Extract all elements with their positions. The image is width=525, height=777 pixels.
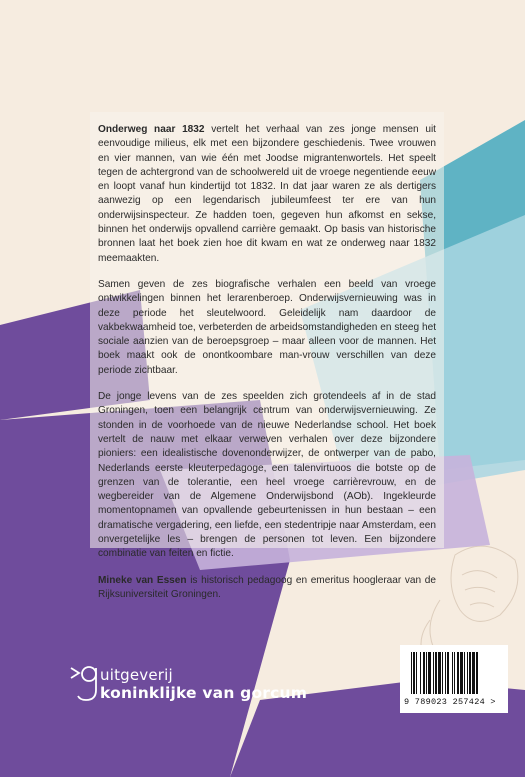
barcode-bar: [416, 652, 417, 694]
blurb-paragraph-3: De jonge levens van de zes speelden zich grotendeels af in de stad Groningen, toen een belangrijk centrum van onderwijsvernieuwing. Ze stonden in de voorhoede van de nieuwe Nederlandse school. Het boek vertelt de nauw met elkaar verweven verhalen over deze bijzondere pioniers: een idealistische dovenonderwijzer, de ontwerper van de pabo, Nederlands eerste kleuterpedagoge, een talenvirtuoos die botste op de grenzen van de tolerantie, een heel vroege carrièrevrouw, en de wegbereider van de Algemene Onderwijsbond (AOb). Ingekleurde momentopnamen van opvallende gebeurtenissen in hun bestaan – een dramatische vergadering, een liefde, een stedentripje naar Amsterdam, een onvergetelijke les – brengen de personen tot leven. Een bijzondere combinatie van feiten en fictie.: [98, 391, 436, 560]
barcode-bar: [467, 652, 468, 694]
barcode-bar: [472, 652, 475, 694]
blurb-paragraph-2: Samen geven de zes biografische verhalen een beeld van vroege ontwikkelingen binnen het lerarenberoep. Onderwijsvernieuwing was in deze periode het sleutelwoord. Geleidelijk nam daardoor de vakbekwaamheid toe, verbeterden de arbeidsomstandigheden en steeg het sociale aanzien van de beroepsgroep – maar alleen voor de mannen. Het boek maakt ook de onontkoombare man-vrouw verschillen van deze periode zichtbaar.: [98, 278, 436, 376]
barcode-bar: [426, 652, 427, 694]
barcode-bar: [454, 652, 455, 694]
barcode-bar: [464, 652, 465, 694]
barcode-bar: [447, 652, 449, 694]
barcode-bar: [469, 652, 471, 694]
barcode-bar: [442, 652, 443, 694]
barcode-bar: [438, 652, 441, 694]
isbn-number: 9 789023 257424: [404, 697, 486, 707]
barcode-bar: [457, 652, 459, 694]
isbn-barcode: [400, 645, 508, 713]
author-bio: [98, 574, 436, 603]
blurb-paragraph-1-text: vertelt het verhaal van zes jonge mensen uit eenvoudige milieus, elk met een bijzondere geschiedenis. Twee vrouwen en vier mannen, van wie één met Joodse migrantenwortels. Het speelt tegen de achtergrond van de schoolwereld uit de vroege negentiende eeuw en loopt vanaf hun kindertijd tot 1832. In dat jaar waren ze als dertigers aanwezig op een legendarisch jubileumfeest ter ere van hun onderwijsinspecteur. Ze hadden toen, gegeven hun afkomst en sekse, binnen het onderwijs opvallend carrière gemaakt. Op basis van historische bronnen laat het boek zien hoe dit kwam en wat ze onderweg naar 1832 meemaakten.: [98, 124, 436, 264]
barcode-bar: [411, 652, 412, 694]
book-title: Onderweg naar 1832: [98, 124, 205, 135]
author-name: Mineke van Essen: [98, 574, 187, 586]
publisher-name-line1: uitgeverij: [100, 666, 173, 684]
publisher-mark-icon: [70, 660, 100, 704]
barcode-bar: [433, 652, 434, 694]
barcode-bar: [445, 652, 446, 694]
isbn-digits: [404, 697, 504, 707]
barcode-bars: [411, 652, 497, 694]
barcode-bar: [460, 652, 463, 694]
barcode-bar: [413, 652, 415, 694]
barcode-bar: [420, 652, 421, 694]
publisher-name-line2: koninklijke van gorcum: [100, 684, 308, 702]
blurb: [98, 123, 436, 614]
barcode-bar: [423, 652, 425, 694]
barcode-bar: [452, 652, 453, 694]
blurb-paragraph-1: [98, 123, 436, 266]
barcode-bar: [435, 652, 437, 694]
author-bio-text: is historisch pedagoog en emeritus hoogleraar van de Rijksuniversiteit Groningen.: [98, 574, 436, 600]
barcode-bar: [476, 652, 478, 694]
barcode-bar: [428, 652, 431, 694]
isbn-suffix: >: [490, 697, 496, 707]
